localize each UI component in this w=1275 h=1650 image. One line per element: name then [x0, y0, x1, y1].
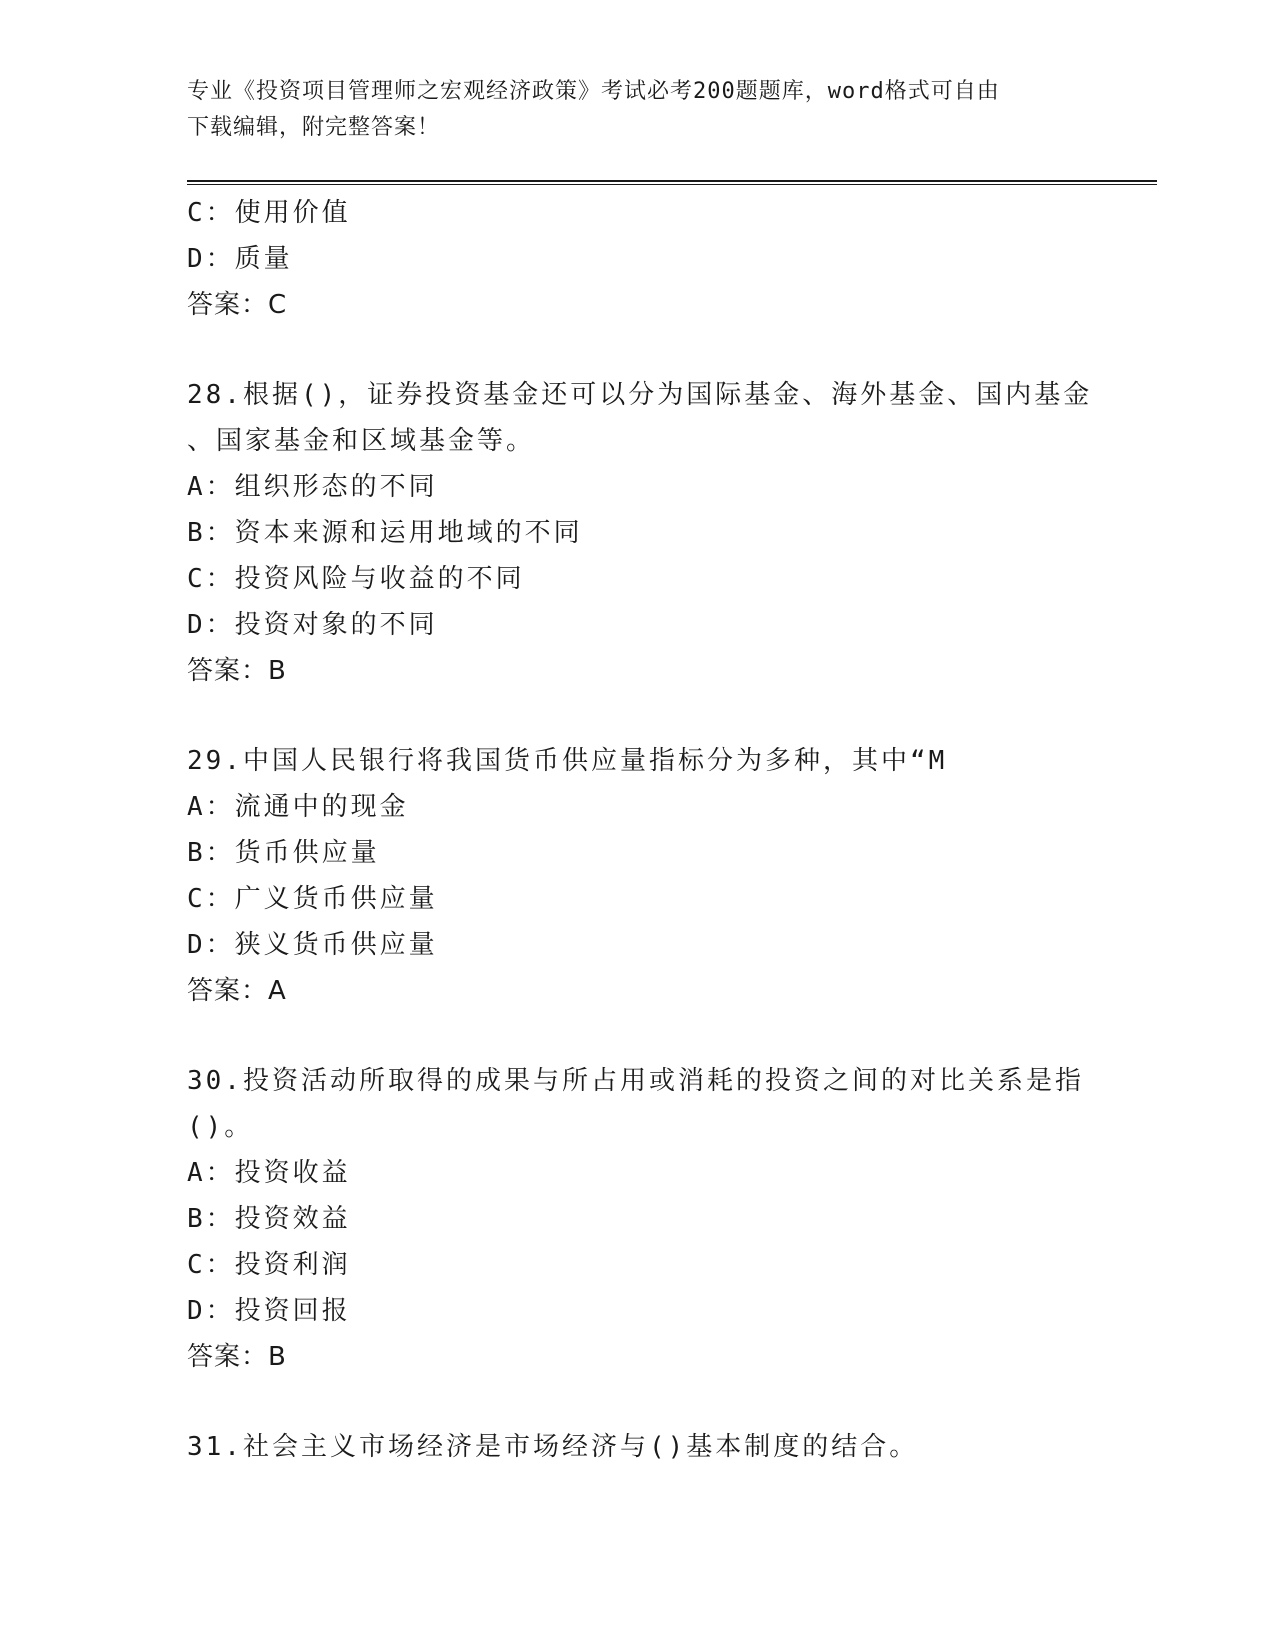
option-d: D：投资对象的不同: [187, 610, 438, 640]
header-divider-thin: [187, 184, 1157, 185]
question-text-line-2: 、国家基金和区域基金等。: [187, 426, 536, 456]
option-c: C：投资利润: [187, 1250, 351, 1280]
question-text-line-1: 28.根据()，证券投资基金还可以分为国际基金、海外基金、国内基金: [187, 380, 1093, 410]
question-list: [187, 190, 1093, 1470]
answer-text: 答案：B: [187, 656, 287, 686]
option-c: C：广义货币供应量: [187, 884, 438, 914]
question-text-line-1: 29.中国人民银行将我国货币供应量指标分为多种，其中“M: [187, 746, 948, 776]
option-b: B：投资效益: [187, 1204, 351, 1234]
answer-text: 答案：C: [187, 290, 288, 320]
option-a: A：投资收益: [187, 1158, 351, 1188]
header-line-2: 下载编辑，附完整答案！: [187, 115, 441, 140]
option-b: B：货币供应量: [187, 838, 380, 868]
document-header: [187, 74, 1067, 146]
option-a: A：流通中的现金: [187, 792, 409, 822]
option-a: A：组织形态的不同: [187, 472, 438, 502]
option-d: D：投资回报: [187, 1296, 351, 1326]
question-31: [187, 1424, 1087, 1470]
option-b: B：资本来源和运用地域的不同: [187, 518, 583, 548]
question-text-line-1: 30.投资活动所取得的成果与所占用或消耗的投资之间的对比关系是指: [187, 1066, 1084, 1096]
question-text-line-2: ()。: [187, 1112, 254, 1142]
question-text-line-1: 31.社会主义市场经济是市场经济与()基本制度的结合。: [187, 1432, 919, 1462]
option-c: C：使用价值: [187, 198, 351, 228]
header-divider-thick: [187, 180, 1157, 182]
header-line-1: 专业《投资项目管理师之宏观经济政策》考试必考200题题库，word格式可自由: [187, 79, 1000, 104]
question-30: [187, 1058, 1087, 1380]
option-c: C：投资风险与收益的不同: [187, 564, 525, 594]
option-d: D：狭义货币供应量: [187, 930, 438, 960]
question-27: [187, 190, 1087, 328]
answer-text: 答案：B: [187, 1342, 287, 1372]
question-29: [187, 738, 1087, 1014]
question-28: [187, 372, 1093, 694]
answer-text: 答案：A: [187, 976, 287, 1006]
option-d: D：质量: [187, 244, 293, 274]
